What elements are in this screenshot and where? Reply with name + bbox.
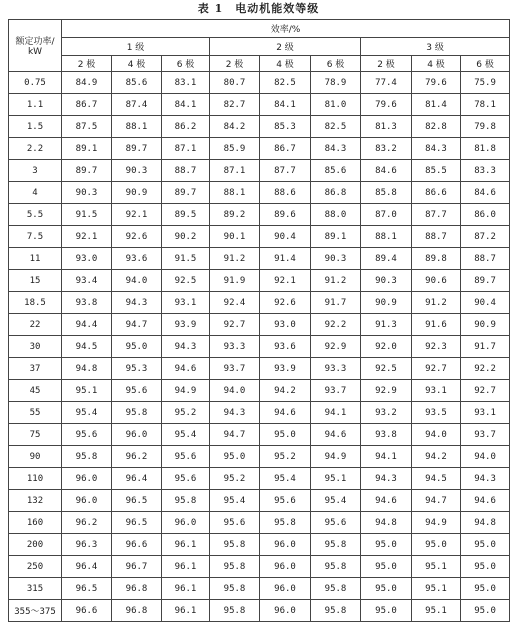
efficiency-cell: 95.2 [162,402,210,424]
efficiency-cell: 84.1 [260,94,311,116]
rated-power-cell: 1.5 [9,116,62,138]
efficiency-cell: 94.3 [461,468,510,490]
efficiency-cell: 92.7 [461,380,510,402]
rated-power-cell: 30 [9,336,62,358]
efficiency-cell: 94.5 [412,468,461,490]
efficiency-cell: 95.8 [210,600,260,622]
efficiency-cell: 94.6 [361,490,412,512]
efficiency-cell: 84.3 [311,138,361,160]
efficiency-cell: 95.1 [412,556,461,578]
efficiency-cell: 95.0 [361,578,412,600]
efficiency-cell: 95.6 [162,468,210,490]
efficiency-cell: 95.1 [412,600,461,622]
efficiency-cell: 88.7 [461,248,510,270]
rated-power-cell: 132 [9,490,62,512]
efficiency-cell: 95.6 [62,424,112,446]
efficiency-cell: 86.8 [311,182,361,204]
efficiency-cell: 89.6 [260,204,311,226]
efficiency-cell: 96.5 [62,578,112,600]
rated-power-cell: 75 [9,424,62,446]
efficiency-cell: 91.2 [412,292,461,314]
efficiency-cell: 96.1 [162,534,210,556]
efficiency-cell: 95.6 [260,490,311,512]
efficiency-cell: 89.7 [62,160,112,182]
rated-power-cell: 160 [9,512,62,534]
efficiency-cell: 92.4 [210,292,260,314]
efficiency-cell: 82.7 [210,94,260,116]
efficiency-cell: 95.6 [210,512,260,534]
efficiency-cell: 96.6 [112,534,162,556]
pole-header: 2 极 [361,56,412,72]
efficiency-cell: 88.1 [210,182,260,204]
efficiency-cell: 93.9 [260,358,311,380]
table-row [9,138,510,160]
efficiency-cell: 80.7 [210,72,260,94]
efficiency-cell: 96.8 [112,578,162,600]
efficiency-cell: 94.1 [361,446,412,468]
efficiency-cell: 87.7 [412,204,461,226]
efficiency-cell: 91.2 [210,248,260,270]
pole-header: 6 极 [162,56,210,72]
efficiency-cell: 94.4 [62,314,112,336]
efficiency-cell: 95.2 [260,446,311,468]
table-row [9,358,510,380]
efficiency-cell: 96.5 [112,512,162,534]
efficiency-cell: 94.0 [461,446,510,468]
efficiency-cell: 86.7 [260,138,311,160]
efficiency-cell: 83.1 [162,72,210,94]
table-row [9,490,510,512]
efficiency-cell: 96.0 [260,556,311,578]
efficiency-cell: 91.9 [210,270,260,292]
efficiency-cell: 94.2 [412,446,461,468]
table-row [9,446,510,468]
rated-power-cell: 355～375 [9,600,62,622]
efficiency-cell: 92.2 [311,314,361,336]
efficiency-cell: 94.9 [412,512,461,534]
efficiency-cell: 81.0 [311,94,361,116]
efficiency-cell: 95.0 [361,556,412,578]
pole-header: 2 极 [210,56,260,72]
rated-power-cell: 37 [9,358,62,380]
efficiency-cell: 93.5 [412,402,461,424]
efficiency-cell: 91.2 [311,270,361,292]
rated-power-cell: 315 [9,578,62,600]
efficiency-cell: 90.9 [361,292,412,314]
efficiency-cell: 77.4 [361,72,412,94]
efficiency-cell: 95.4 [210,490,260,512]
efficiency-cell: 92.9 [311,336,361,358]
efficiency-cell: 84.6 [361,160,412,182]
table-row [9,204,510,226]
efficiency-cell: 96.1 [162,556,210,578]
efficiency-cell: 90.9 [112,182,162,204]
efficiency-cell: 96.4 [112,468,162,490]
table-body [9,72,510,622]
efficiency-cell: 93.3 [311,358,361,380]
efficiency-cell: 96.1 [162,600,210,622]
efficiency-cell: 94.9 [311,446,361,468]
efficiency-cell: 95.0 [112,336,162,358]
table-row [9,556,510,578]
efficiency-cell: 91.6 [412,314,461,336]
efficiency-cell: 88.0 [311,204,361,226]
efficiency-cell: 94.1 [311,402,361,424]
efficiency-cell: 90.6 [412,270,461,292]
table-row [9,270,510,292]
table-row [9,248,510,270]
efficiency-cell: 88.1 [112,116,162,138]
table-row [9,402,510,424]
efficiency-cell: 90.3 [361,270,412,292]
table-caption: 表 1 电动机能效等级 [197,2,320,15]
efficiency-cell: 91.7 [461,336,510,358]
efficiency-cell: 92.0 [361,336,412,358]
efficiency-cell: 93.7 [461,424,510,446]
grade-3-header: 3 级 [361,38,510,56]
efficiency-cell: 93.0 [62,248,112,270]
efficiency-cell: 86.0 [461,204,510,226]
efficiency-cell: 93.1 [461,402,510,424]
efficiency-cell: 88.7 [412,226,461,248]
efficiency-cell: 96.2 [62,512,112,534]
efficiency-cell: 81.4 [412,94,461,116]
efficiency-cell: 93.6 [112,248,162,270]
efficiency-cell: 89.7 [112,138,162,160]
efficiency-table [8,19,510,622]
efficiency-cell: 95.4 [260,468,311,490]
efficiency-cell: 95.8 [210,534,260,556]
rated-power-cell: 4 [9,182,62,204]
efficiency-cell: 79.8 [461,116,510,138]
efficiency-cell: 95.8 [162,490,210,512]
efficiency-cell: 96.7 [112,556,162,578]
efficiency-cell: 94.7 [412,490,461,512]
efficiency-cell: 94.6 [461,490,510,512]
efficiency-cell: 92.3 [412,336,461,358]
efficiency-cell: 89.8 [412,248,461,270]
efficiency-cell: 81.8 [461,138,510,160]
efficiency-cell: 95.0 [461,556,510,578]
efficiency-cell: 81.3 [361,116,412,138]
efficiency-cell: 85.8 [361,182,412,204]
efficiency-cell: 89.1 [62,138,112,160]
efficiency-cell: 85.6 [311,160,361,182]
efficiency-cell: 96.0 [112,424,162,446]
table-row [9,512,510,534]
efficiency-cell: 96.1 [162,578,210,600]
efficiency-cell: 86.6 [412,182,461,204]
rated-power-cell: 18.5 [9,292,62,314]
efficiency-cell: 82.5 [260,72,311,94]
efficiency-cell: 93.9 [162,314,210,336]
efficiency-cell: 95.0 [210,446,260,468]
efficiency-cell: 92.5 [162,270,210,292]
efficiency-cell: 92.9 [361,380,412,402]
efficiency-cell: 93.3 [210,336,260,358]
efficiency-cell: 95.8 [311,534,361,556]
rated-power-cell: 55 [9,402,62,424]
efficiency-cell: 96.0 [260,600,311,622]
efficiency-cell: 83.2 [361,138,412,160]
efficiency-cell: 89.7 [162,182,210,204]
efficiency-cell: 94.6 [162,358,210,380]
efficiency-cell: 96.0 [62,490,112,512]
efficiency-cell: 94.9 [162,380,210,402]
efficiency-cell: 93.1 [412,380,461,402]
efficiency-cell: 94.3 [210,402,260,424]
pole-header: 2 极 [62,56,112,72]
efficiency-cell: 90.2 [162,226,210,248]
efficiency-cell: 85.3 [260,116,311,138]
efficiency-cell: 84.6 [461,182,510,204]
rated-power-unit: kW [27,47,43,57]
efficiency-cell: 95.1 [62,380,112,402]
efficiency-cell: 95.1 [412,578,461,600]
efficiency-cell: 95.8 [260,512,311,534]
efficiency-cell: 87.1 [210,160,260,182]
table-row [9,600,510,622]
efficiency-cell: 92.7 [412,358,461,380]
efficiency-cell: 93.1 [162,292,210,314]
table-row [9,314,510,336]
efficiency-cell: 90.3 [62,182,112,204]
pole-header: 4 极 [260,56,311,72]
efficiency-cell: 95.4 [311,490,361,512]
efficiency-cell: 94.7 [210,424,260,446]
pole-header: 6 极 [461,56,510,72]
rated-power-cell: 90 [9,446,62,468]
efficiency-cell: 96.5 [112,490,162,512]
efficiency-cell: 96.6 [62,600,112,622]
efficiency-cell: 95.6 [311,512,361,534]
efficiency-cell: 93.0 [260,314,311,336]
efficiency-cell: 89.1 [311,226,361,248]
efficiency-cell: 94.8 [361,512,412,534]
efficiency-cell: 89.7 [461,270,510,292]
efficiency-cell: 94.6 [260,402,311,424]
efficiency-cell: 92.6 [112,226,162,248]
efficiency-cell: 95.2 [210,468,260,490]
table-row [9,578,510,600]
efficiency-cell: 95.8 [311,556,361,578]
efficiency-cell: 75.9 [461,72,510,94]
efficiency-cell: 95.1 [311,468,361,490]
efficiency-cell: 85.5 [412,160,461,182]
efficiency-cell: 86.2 [162,116,210,138]
efficiency-cell: 96.8 [112,600,162,622]
efficiency-cell: 88.6 [260,182,311,204]
efficiency-cell: 94.8 [461,512,510,534]
efficiency-cell: 94.6 [311,424,361,446]
efficiency-cell: 95.8 [311,600,361,622]
efficiency-cell: 78.9 [311,72,361,94]
table-row [9,380,510,402]
efficiency-cell: 94.3 [112,292,162,314]
efficiency-cell: 92.6 [260,292,311,314]
efficiency-cell: 90.4 [260,226,311,248]
rated-power-cell: 3 [9,160,62,182]
efficiency-cell: 92.2 [461,358,510,380]
rated-power-cell: 1.1 [9,94,62,116]
efficiency-cell: 93.4 [62,270,112,292]
table-row [9,468,510,490]
efficiency-header: 效率/% [62,20,510,38]
efficiency-cell: 91.4 [260,248,311,270]
table-row [9,116,510,138]
efficiency-cell: 91.7 [311,292,361,314]
efficiency-cell: 95.0 [461,600,510,622]
efficiency-cell: 95.0 [461,578,510,600]
efficiency-cell: 94.0 [112,270,162,292]
pole-header: 6 极 [311,56,361,72]
efficiency-cell: 95.8 [62,446,112,468]
efficiency-cell: 88.1 [361,226,412,248]
table-row [9,160,510,182]
efficiency-cell: 90.3 [311,248,361,270]
efficiency-cell: 94.3 [162,336,210,358]
table-row [9,336,510,358]
rated-power-label: 额定功率/ [15,37,55,47]
efficiency-cell: 96.0 [162,512,210,534]
efficiency-cell: 92.7 [210,314,260,336]
efficiency-cell: 92.1 [62,226,112,248]
efficiency-cell: 87.0 [361,204,412,226]
efficiency-cell: 94.3 [361,468,412,490]
rated-power-cell: 15 [9,270,62,292]
efficiency-cell: 95.0 [361,534,412,556]
efficiency-cell: 96.2 [112,446,162,468]
efficiency-cell: 84.9 [62,72,112,94]
efficiency-cell: 85.6 [112,72,162,94]
table-row [9,292,510,314]
rated-power-cell: 5.5 [9,204,62,226]
efficiency-cell: 90.4 [461,292,510,314]
grade-2-header: 2 级 [210,38,361,56]
rated-power-cell: 250 [9,556,62,578]
efficiency-cell: 94.8 [62,358,112,380]
efficiency-cell: 94.0 [210,380,260,402]
efficiency-cell: 84.3 [412,138,461,160]
efficiency-cell: 89.4 [361,248,412,270]
rated-power-cell: 0.75 [9,72,62,94]
efficiency-cell: 83.3 [461,160,510,182]
efficiency-cell: 87.4 [112,94,162,116]
grade-1-header: 1 级 [62,38,210,56]
efficiency-cell: 87.2 [461,226,510,248]
efficiency-cell: 95.6 [162,446,210,468]
efficiency-cell: 94.7 [112,314,162,336]
efficiency-cell: 96.0 [62,468,112,490]
efficiency-cell: 93.8 [361,424,412,446]
efficiency-cell: 91.5 [162,248,210,270]
efficiency-cell: 90.1 [210,226,260,248]
efficiency-cell: 93.7 [210,358,260,380]
efficiency-cell: 86.7 [62,94,112,116]
efficiency-cell: 95.8 [112,402,162,424]
rated-power-cell: 45 [9,380,62,402]
efficiency-cell: 94.0 [412,424,461,446]
rated-power-cell: 11 [9,248,62,270]
rated-power-cell: 110 [9,468,62,490]
efficiency-cell: 90.9 [461,314,510,336]
efficiency-cell: 96.0 [260,578,311,600]
efficiency-cell: 85.9 [210,138,260,160]
efficiency-cell: 93.8 [62,292,112,314]
efficiency-cell: 89.5 [162,204,210,226]
efficiency-cell: 87.1 [162,138,210,160]
rated-power-cell: 22 [9,314,62,336]
efficiency-cell: 84.1 [162,94,210,116]
rated-power-cell: 7.5 [9,226,62,248]
efficiency-cell: 95.0 [461,534,510,556]
efficiency-cell: 87.5 [62,116,112,138]
efficiency-cell: 92.1 [112,204,162,226]
efficiency-cell: 79.6 [361,94,412,116]
table-row [9,182,510,204]
efficiency-cell: 94.5 [62,336,112,358]
efficiency-cell: 95.0 [361,600,412,622]
efficiency-cell: 96.3 [62,534,112,556]
pole-header: 4 极 [112,56,162,72]
efficiency-cell: 90.3 [112,160,162,182]
efficiency-cell: 82.5 [311,116,361,138]
efficiency-cell: 95.8 [210,556,260,578]
efficiency-cell: 87.7 [260,160,311,182]
efficiency-cell: 93.6 [260,336,311,358]
efficiency-cell: 91.3 [361,314,412,336]
efficiency-cell: 93.7 [311,380,361,402]
table-row [9,534,510,556]
efficiency-cell: 82.8 [412,116,461,138]
efficiency-cell: 91.5 [62,204,112,226]
rated-power-cell: 200 [9,534,62,556]
table-row [9,226,510,248]
efficiency-cell: 96.4 [62,556,112,578]
efficiency-cell: 84.2 [210,116,260,138]
table-row [9,72,510,94]
pole-header: 4 极 [412,56,461,72]
pole-header-row [9,56,510,72]
efficiency-cell: 95.4 [62,402,112,424]
efficiency-cell: 89.2 [210,204,260,226]
efficiency-cell: 95.6 [112,380,162,402]
efficiency-cell: 95.8 [311,578,361,600]
efficiency-cell: 96.0 [260,534,311,556]
efficiency-cell: 88.7 [162,160,210,182]
rated-power-header [9,20,62,72]
efficiency-cell: 95.3 [112,358,162,380]
efficiency-cell: 79.6 [412,72,461,94]
efficiency-cell: 95.8 [210,578,260,600]
table-row [9,94,510,116]
efficiency-cell: 95.0 [260,424,311,446]
efficiency-cell: 78.1 [461,94,510,116]
rated-power-cell: 2.2 [9,138,62,160]
efficiency-cell: 95.0 [412,534,461,556]
efficiency-cell: 94.2 [260,380,311,402]
efficiency-cell: 93.2 [361,402,412,424]
efficiency-cell: 95.4 [162,424,210,446]
efficiency-cell: 92.5 [361,358,412,380]
table-row [9,424,510,446]
efficiency-cell: 92.1 [260,270,311,292]
